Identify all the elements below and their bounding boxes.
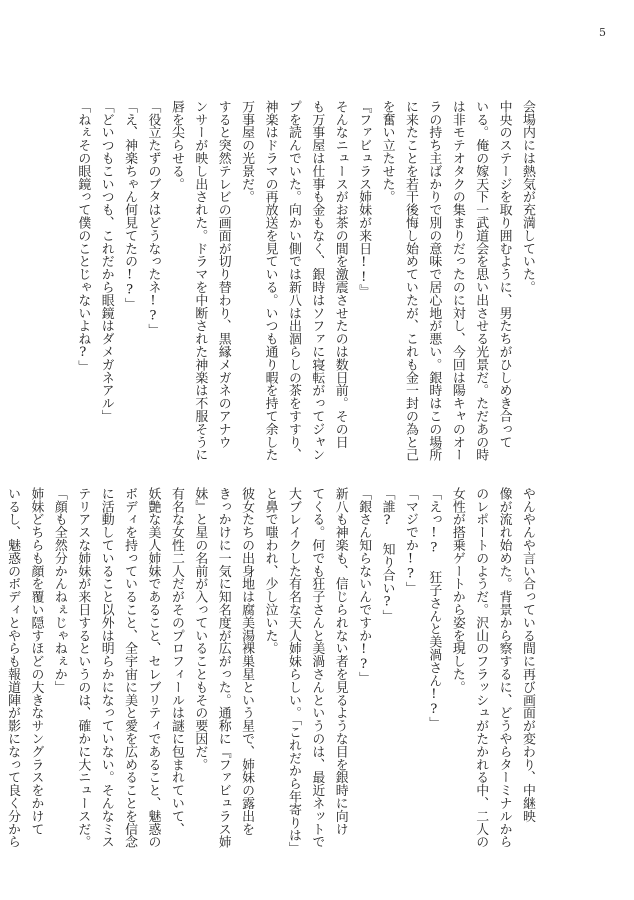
text-line: やんやんや言い合っている間に再び画面が変わり、中継映 <box>520 487 535 823</box>
text-line: ンサーが映し出された。ドラマを中断された神楽は不服そうに <box>192 100 208 462</box>
text-line: 有名な女性二人だがそのプロフィールは謎に包まれていて、 <box>168 487 184 836</box>
text-line: 「マジでか!?」 <box>402 487 418 595</box>
text-line: 「え、神楽ちゃん何見てたの!?」 <box>122 100 138 311</box>
text-line: 『ファビュラス姉妹が来日!!』 <box>356 100 372 298</box>
text-line: 姉妹どちらも顔を覆い隠すほどの大きなサングラスをかけて <box>28 487 44 836</box>
text-line: ラの持ち主ばかりで別の意味で居心地が悪い。銀時はこの場所 <box>426 100 442 462</box>
text-line: ボディを持っていること、全宇宙に美と愛を広めることを信念 <box>122 487 138 849</box>
text-line: 中央のステージを取り囲むように、男たちがひしめき合って <box>496 100 512 449</box>
text-line: は非モテオタクの集まりだったのに対し、今回は陽キャのオー <box>449 100 465 462</box>
text-line: きっかけに一気に知名度が広がった。通称に『ファビュラス姉 <box>215 487 231 849</box>
text-line: 「銀さん知らないんですか!?」 <box>356 487 372 685</box>
text-line: に活動していること以外は明らかになっていない。そんなミス <box>98 487 114 849</box>
text-line: すると突然テレビの画面が切り替わり、黒縁メガネのアナウ <box>215 100 231 449</box>
text-line: 万事屋の光景だ。 <box>239 100 255 204</box>
text-line: のレポートのようだ。沢山のフラッシュがたかれる中、二人の <box>473 487 489 849</box>
text-line: プを読んでいた。向かい側では新八は出涸らしの茶をすすり、 <box>285 100 301 462</box>
text-line: テリアスな姉妹が来日するというのは、確かに大ニュースだ。 <box>75 487 91 849</box>
text-line: 会場内には熱気が充満していた。 <box>520 100 535 294</box>
text-line: 像が流れ始めた。背景から察するに、どうやらターミナルから <box>496 487 512 849</box>
text-line: 「どいつもこいつも、これだから眼鏡はダメガネアル」 <box>98 100 114 423</box>
text-line: 妹』と星の名前が入っていることもその要因だ。 <box>192 487 208 771</box>
text-line: いるし、魅惑のボディとやらも報道陣が影になって良く分から <box>5 487 21 849</box>
text-line: そんなニュースがお茶の間を激震させたのは数日前。その日 <box>332 100 348 449</box>
text-line: いる。俺の嫁天下一武道会を思い出させる光景だ。ただあの時 <box>473 100 489 462</box>
text-line: 「えっ!? 狂子さんと美渦さん!?」 <box>426 487 442 730</box>
text-line: てくる。何でも狂子さんと美渦さんというのは、最近ネットで <box>309 487 325 849</box>
text-line: 妖艶な美人姉妹であること、セレブリティであること、魅惑の <box>145 487 161 849</box>
text-line: と鼻で嗤われ、少し泣いた。 <box>262 487 278 655</box>
text-line: 神楽はドラマの再放送を見ている。いつも通り暇を持て余した <box>262 100 278 462</box>
text-line: 「役立たずのブタはどうなったネ!?」 <box>145 100 161 337</box>
text-line: 大ブレイクした有名な天人姉妹らしい。「これだから年寄りは」 <box>285 487 301 855</box>
text-line: 新八も神楽も、信じられない者を見るような目を銀時に向け <box>332 487 348 836</box>
text-line: 「ねぇその眼鏡って僕のことじゃないよね?」 <box>75 100 91 373</box>
text-line: 「誰? 知り合い?」 <box>379 487 395 623</box>
text-line: 女性が搭乗ゲートから姿を現した。 <box>449 487 465 694</box>
page-number: 5 <box>599 26 606 39</box>
text-line: を奮い立たせた。 <box>379 100 395 204</box>
text-line: 唇を尖らせる。 <box>168 100 184 191</box>
text-line: 彼女たちの出身地は腐美湯裸巣星という星で、姉妹の露出を <box>239 487 255 836</box>
text-line: に来たことを若干後悔し始めていたが、これも金一封の為と己 <box>402 100 418 462</box>
text-line: 「顔も全然分かんねぇじゃねぇか」 <box>51 487 67 694</box>
text-line: も万事屋は仕事も金もなく、銀時はソファに寝転がってジャン <box>309 100 325 462</box>
upper-text-block <box>71 100 539 460</box>
lower-text-block <box>1 487 539 857</box>
